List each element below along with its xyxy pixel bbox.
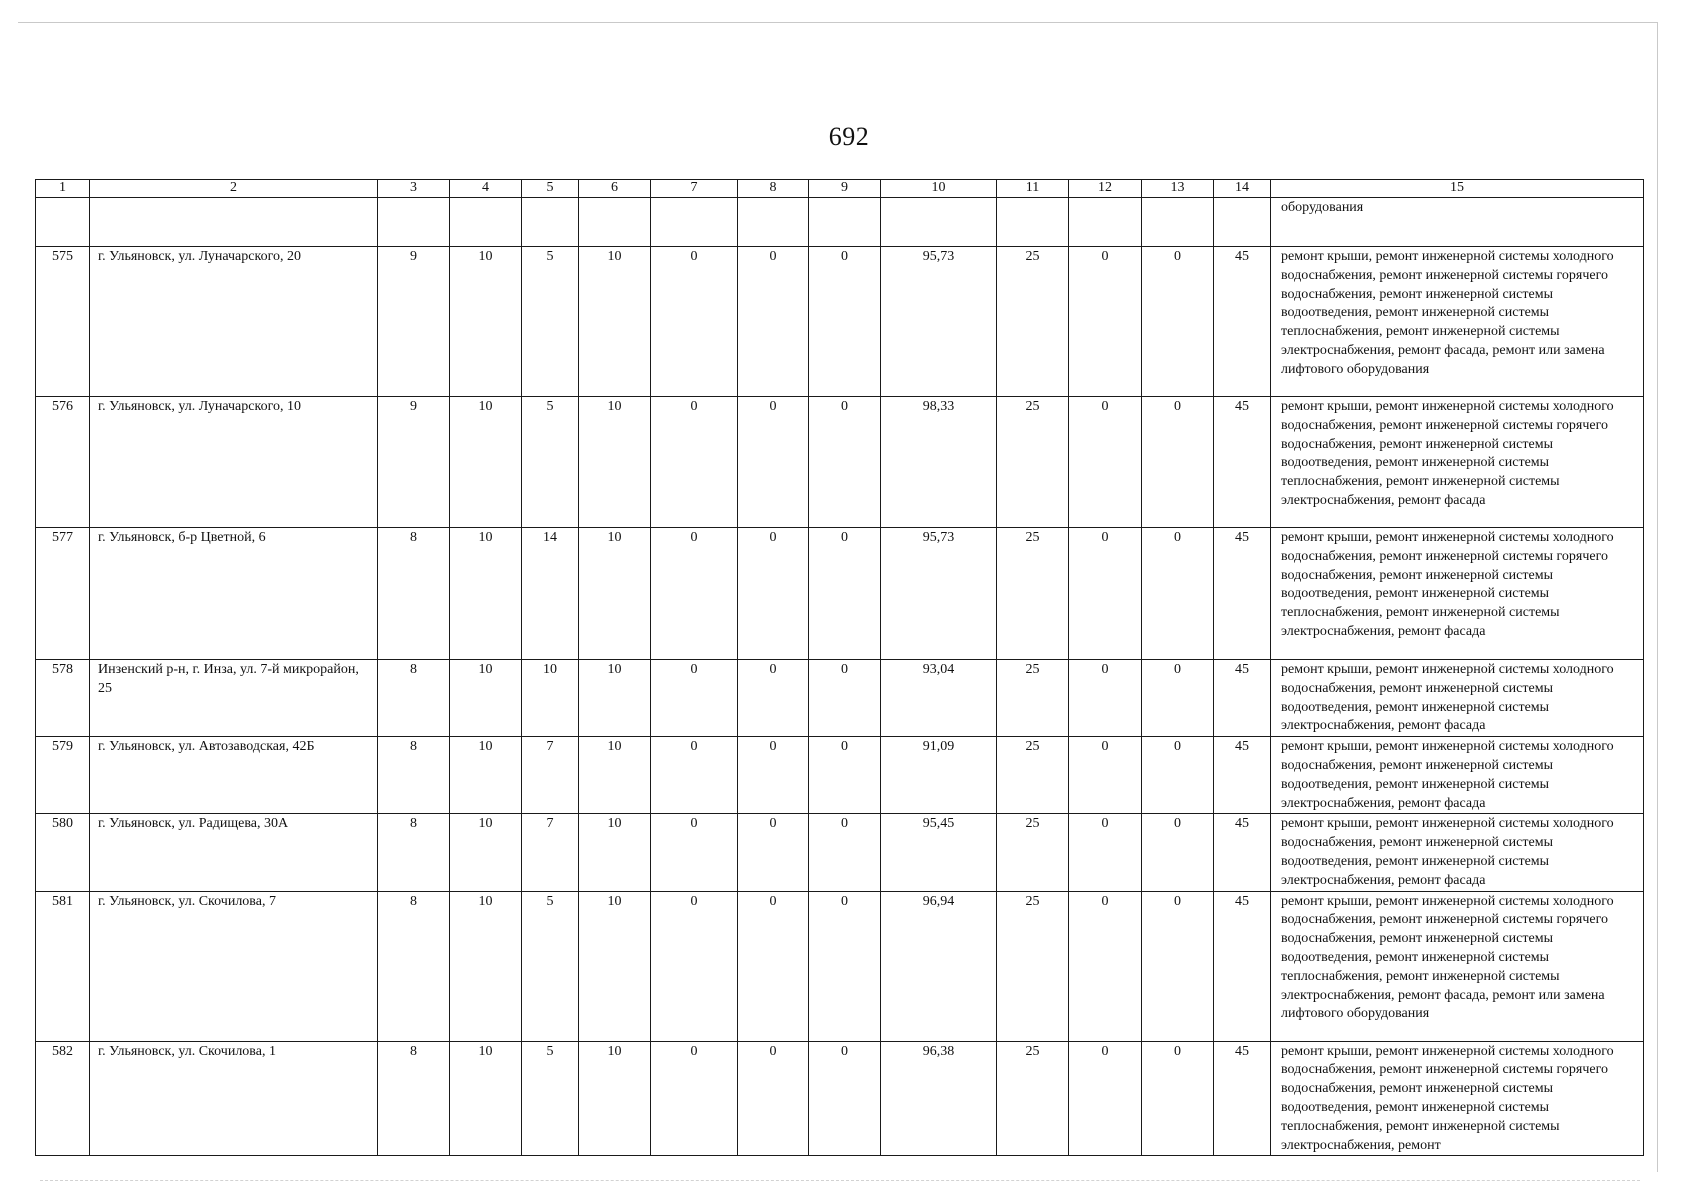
value-cell: 25 [997, 660, 1069, 737]
value-cell: 10 [579, 397, 651, 528]
table-row [36, 891, 1644, 1041]
value-cell: 9 [378, 247, 450, 397]
value-cell: 10 [522, 660, 579, 737]
value-cell: 96,38 [881, 1041, 997, 1156]
value-cell: 0 [809, 891, 881, 1041]
column-header: 7 [651, 180, 738, 198]
value-cell: 0 [651, 660, 738, 737]
column-header: 3 [378, 180, 450, 198]
works-cell: ремонт крыши, ремонт инженерной системы холодного водоснабжения, ремонт инженерной системы горячего водоснабжения, ремонт инженерной системы водоотведения, ремонт инженерной системы теплоснабжения, ремонт инженерной системы электроснабжения, ремонт [1271, 1041, 1644, 1156]
value-cell: 0 [738, 660, 809, 737]
value-cell: 0 [809, 247, 881, 397]
value-cell: 10 [450, 814, 522, 891]
value-cell: 5 [522, 1041, 579, 1156]
value-cell: 8 [378, 737, 450, 814]
value-cell: 95,73 [881, 528, 997, 660]
works-cell: ремонт крыши, ремонт инженерной системы холодного водоснабжения, ремонт инженерной системы горячего водоснабжения, ремонт инженерной системы водоотведения, ремонт инженерной системы теплоснабжения, ремонт инженерной системы электроснабжения, ремонт фасада, ремонт или замена лифтового оборудования [1271, 247, 1644, 397]
table-row [36, 528, 1644, 660]
column-header: 6 [579, 180, 651, 198]
value-cell: 0 [809, 814, 881, 891]
address-cell: г. Ульяновск, ул. Луначарского, 10 [90, 397, 378, 528]
column-number-row [36, 180, 1644, 198]
continuation-row [36, 198, 1644, 247]
value-cell: 0 [1142, 814, 1214, 891]
address-cell: г. Ульяновск, ул. Луначарского, 20 [90, 247, 378, 397]
value-cell: 0 [809, 737, 881, 814]
value-cell: 45 [1214, 814, 1271, 891]
row-number: 579 [36, 737, 90, 814]
value-cell: 0 [1142, 891, 1214, 1041]
value-cell: 45 [1214, 1041, 1271, 1156]
value-cell: 0 [1142, 1041, 1214, 1156]
value-cell: 0 [1142, 737, 1214, 814]
repair-program-table [35, 179, 1644, 1156]
value-cell: 0 [809, 397, 881, 528]
works-cell: ремонт крыши, ремонт инженерной системы холодного водоснабжения, ремонт инженерной системы горячего водоснабжения, ремонт инженерной системы водоотведения, ремонт инженерной системы теплоснабжения, ремонт инженерной системы электроснабжения, ремонт фасада [1271, 397, 1644, 528]
address-cell: г. Ульяновск, ул. Автозаводская, 42Б [90, 737, 378, 814]
value-cell: 14 [522, 528, 579, 660]
value-cell: 0 [651, 397, 738, 528]
value-cell: 45 [1214, 737, 1271, 814]
works-cell: ремонт крыши, ремонт инженерной системы холодного водоснабжения, ремонт инженерной системы водоотведения, ремонт инженерной системы электроснабжения, ремонт фасада [1271, 660, 1644, 737]
value-cell: 7 [522, 814, 579, 891]
value-cell: 0 [1069, 528, 1142, 660]
value-cell: 25 [997, 814, 1069, 891]
value-cell: 95,45 [881, 814, 997, 891]
value-cell: 5 [522, 247, 579, 397]
value-cell: 10 [450, 397, 522, 528]
value-cell: 93,04 [881, 660, 997, 737]
table-row [36, 247, 1644, 397]
value-cell: 25 [997, 247, 1069, 397]
value-cell: 0 [1069, 814, 1142, 891]
row-number: 581 [36, 891, 90, 1041]
value-cell: 10 [450, 660, 522, 737]
scan-artifact-line [40, 1180, 1640, 1181]
value-cell: 10 [579, 737, 651, 814]
value-cell: 0 [651, 247, 738, 397]
row-number: 580 [36, 814, 90, 891]
works-cell: ремонт крыши, ремонт инженерной системы холодного водоснабжения, ремонт инженерной системы горячего водоснабжения, ремонт инженерной системы водоотведения, ремонт инженерной системы теплоснабжения, ремонт инженерной системы электроснабжения, ремонт фасада [1271, 528, 1644, 660]
value-cell: 45 [1214, 660, 1271, 737]
table-row [36, 814, 1644, 891]
column-header: 1 [36, 180, 90, 198]
value-cell: 0 [651, 814, 738, 891]
value-cell: 0 [809, 660, 881, 737]
address-cell: г. Ульяновск, ул. Радищева, 30А [90, 814, 378, 891]
table-row [36, 1041, 1644, 1156]
value-cell: 25 [997, 528, 1069, 660]
value-cell: 10 [450, 1041, 522, 1156]
row-number: 576 [36, 397, 90, 528]
value-cell: 98,33 [881, 397, 997, 528]
value-cell: 25 [997, 891, 1069, 1041]
value-cell: 10 [579, 247, 651, 397]
value-cell: 0 [809, 1041, 881, 1156]
value-cell: 10 [579, 814, 651, 891]
column-header: 9 [809, 180, 881, 198]
value-cell: 0 [738, 1041, 809, 1156]
value-cell: 0 [738, 397, 809, 528]
value-cell: 0 [809, 528, 881, 660]
column-header: 11 [997, 180, 1069, 198]
value-cell: 10 [579, 891, 651, 1041]
value-cell: 96,94 [881, 891, 997, 1041]
value-cell: 0 [651, 891, 738, 1041]
value-cell: 95,73 [881, 247, 997, 397]
value-cell: 0 [1142, 247, 1214, 397]
table-row [36, 737, 1644, 814]
column-header: 10 [881, 180, 997, 198]
value-cell: 10 [450, 247, 522, 397]
works-cell: ремонт крыши, ремонт инженерной системы холодного водоснабжения, ремонт инженерной системы горячего водоснабжения, ремонт инженерной системы водоотведения, ремонт инженерной системы теплоснабжения, ремонт инженерной системы электроснабжения, ремонт фасада, ремонт или замена лифтового оборудования [1271, 891, 1644, 1041]
value-cell: 25 [997, 1041, 1069, 1156]
value-cell: 0 [738, 737, 809, 814]
column-header: 14 [1214, 180, 1271, 198]
value-cell: 0 [1069, 891, 1142, 1041]
works-cell: ремонт крыши, ремонт инженерной системы холодного водоснабжения, ремонт инженерной системы водоотведения, ремонт инженерной системы электроснабжения, ремонт фасада [1271, 737, 1644, 814]
value-cell: 10 [450, 737, 522, 814]
value-cell: 91,09 [881, 737, 997, 814]
column-header: 8 [738, 180, 809, 198]
row-number: 577 [36, 528, 90, 660]
column-header: 5 [522, 180, 579, 198]
address-cell: г. Ульяновск, ул. Скочилова, 1 [90, 1041, 378, 1156]
value-cell: 8 [378, 528, 450, 660]
value-cell: 0 [738, 528, 809, 660]
value-cell: 8 [378, 891, 450, 1041]
value-cell: 8 [378, 660, 450, 737]
value-cell: 25 [997, 737, 1069, 814]
page-number: 692 [828, 122, 870, 151]
value-cell: 0 [1069, 397, 1142, 528]
value-cell: 10 [579, 660, 651, 737]
table-row [36, 397, 1644, 528]
value-cell: 10 [579, 528, 651, 660]
value-cell: 0 [651, 1041, 738, 1156]
row-number: 575 [36, 247, 90, 397]
value-cell: 5 [522, 891, 579, 1041]
value-cell: 9 [378, 397, 450, 528]
value-cell: 45 [1214, 891, 1271, 1041]
value-cell: 7 [522, 737, 579, 814]
value-cell: 8 [378, 1041, 450, 1156]
value-cell: 0 [651, 528, 738, 660]
column-header: 12 [1069, 180, 1142, 198]
column-header: 2 [90, 180, 378, 198]
value-cell: 45 [1214, 247, 1271, 397]
value-cell: 10 [450, 528, 522, 660]
continuation-text: оборудования [1271, 198, 1644, 247]
table-row [36, 660, 1644, 737]
row-number: 582 [36, 1041, 90, 1156]
value-cell: 0 [738, 814, 809, 891]
value-cell: 0 [738, 247, 809, 397]
value-cell: 0 [738, 891, 809, 1041]
works-cell: ремонт крыши, ремонт инженерной системы холодного водоснабжения, ремонт инженерной системы водоотведения, ремонт инженерной системы электроснабжения, ремонт фасада [1271, 814, 1644, 891]
value-cell: 25 [997, 397, 1069, 528]
column-header: 4 [450, 180, 522, 198]
address-cell: Инзенский р-н, г. Инза, ул. 7-й микрорайон, 25 [90, 660, 378, 737]
value-cell: 0 [1069, 1041, 1142, 1156]
column-header: 13 [1142, 180, 1214, 198]
value-cell: 45 [1214, 397, 1271, 528]
value-cell: 45 [1214, 528, 1271, 660]
address-cell: г. Ульяновск, ул. Скочилова, 7 [90, 891, 378, 1041]
column-header: 15 [1271, 180, 1644, 198]
value-cell: 5 [522, 397, 579, 528]
value-cell: 0 [1069, 737, 1142, 814]
value-cell: 0 [651, 737, 738, 814]
value-cell: 10 [450, 891, 522, 1041]
value-cell: 10 [579, 1041, 651, 1156]
row-number: 578 [36, 660, 90, 737]
value-cell: 0 [1142, 397, 1214, 528]
value-cell: 0 [1069, 660, 1142, 737]
value-cell: 0 [1069, 247, 1142, 397]
address-cell: г. Ульяновск, б-р Цветной, 6 [90, 528, 378, 660]
value-cell: 0 [1142, 528, 1214, 660]
value-cell: 8 [378, 814, 450, 891]
value-cell: 0 [1142, 660, 1214, 737]
